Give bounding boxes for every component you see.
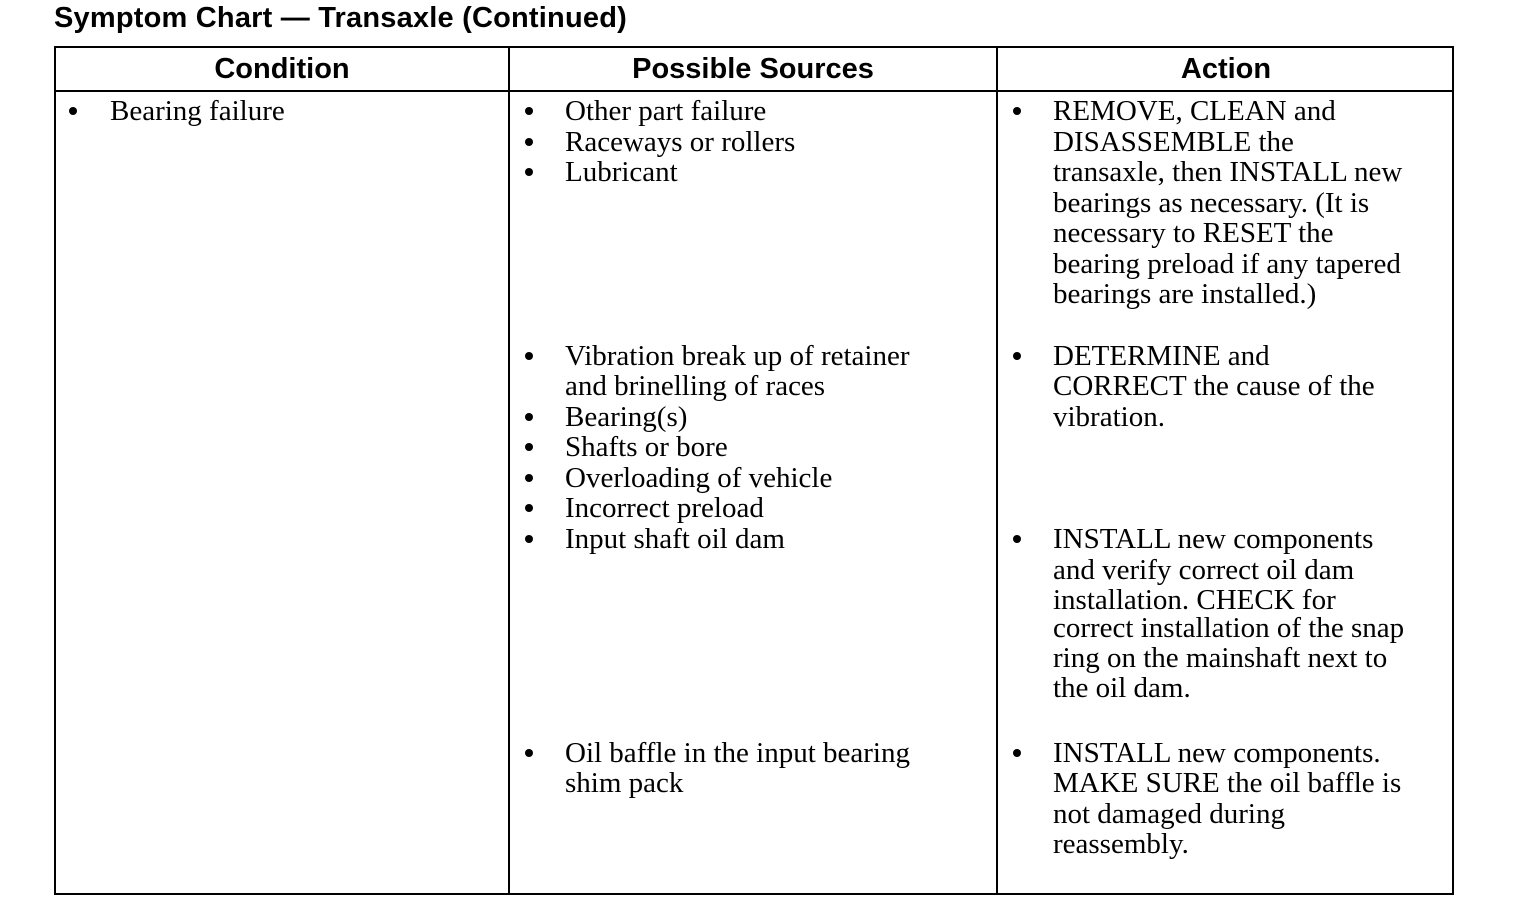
- source-item: Bearing(s): [565, 401, 688, 433]
- bullet-icon: [525, 168, 533, 176]
- action-line: vibration.: [1053, 401, 1165, 433]
- bullet-icon: [69, 107, 77, 115]
- action-line: and verify correct oil dam: [1053, 554, 1355, 586]
- bullet-icon: [1013, 535, 1021, 543]
- action-line: DETERMINE and: [1053, 340, 1270, 372]
- action-line: necessary to RESET the: [1053, 217, 1334, 249]
- source-item: and brinelling of races: [565, 370, 826, 402]
- action-line: DISASSEMBLE the: [1053, 126, 1294, 158]
- source-item: Vibration break up of retainer: [565, 340, 910, 372]
- bullet-icon: [1013, 107, 1021, 115]
- action-line: INSTALL new components.: [1053, 737, 1381, 769]
- action-line: CORRECT the cause of the: [1053, 370, 1375, 402]
- bullet-icon: [525, 504, 533, 512]
- source-item: Raceways or rollers: [565, 126, 796, 158]
- action-line: reassembly.: [1053, 828, 1189, 860]
- header-divider: [56, 90, 1452, 92]
- source-item: Shafts or bore: [565, 431, 728, 463]
- bullet-icon: [525, 138, 533, 146]
- condition-item: Bearing failure: [110, 95, 285, 127]
- page-title: Symptom Chart — Transaxle (Continued): [54, 2, 627, 34]
- bullet-icon: [1013, 352, 1021, 360]
- column-divider: [508, 48, 510, 893]
- action-line: bearings as necessary. (It is: [1053, 187, 1370, 219]
- source-item: Overloading of vehicle: [565, 462, 833, 494]
- action-line: bearings are installed.): [1053, 278, 1317, 310]
- source-item: Other part failure: [565, 95, 767, 127]
- bullet-icon: [525, 535, 533, 543]
- bullet-icon: [525, 107, 533, 115]
- action-line: MAKE SURE the oil baffle is: [1053, 767, 1402, 799]
- action-line: REMOVE, CLEAN and: [1053, 95, 1336, 127]
- header-condition: Condition: [214, 52, 350, 85]
- action-line: correct installation of the snap: [1053, 612, 1405, 644]
- action-line: INSTALL new components: [1053, 523, 1374, 555]
- source-item: Oil baffle in the input bearing: [565, 737, 910, 769]
- bullet-icon: [525, 443, 533, 451]
- action-line: installation. CHECK for: [1053, 584, 1336, 616]
- source-item: Lubricant: [565, 156, 678, 188]
- source-item: shim pack: [565, 767, 684, 799]
- action-line: the oil dam.: [1053, 672, 1191, 704]
- source-item: Incorrect preload: [565, 492, 764, 524]
- bullet-icon: [525, 352, 533, 360]
- bullet-icon: [525, 749, 533, 757]
- column-divider: [996, 48, 998, 893]
- bullet-icon: [1013, 749, 1021, 757]
- action-line: not damaged during: [1053, 798, 1285, 830]
- header-possible-sources: Possible Sources: [632, 52, 874, 85]
- action-line: transaxle, then INSTALL new: [1053, 156, 1403, 188]
- action-line: ring on the mainshaft next to: [1053, 642, 1388, 674]
- header-action: Action: [1180, 52, 1272, 85]
- action-line: bearing preload if any tapered: [1053, 248, 1401, 280]
- source-item: Input shaft oil dam: [565, 523, 785, 555]
- bullet-icon: [525, 474, 533, 482]
- bullet-icon: [525, 413, 533, 421]
